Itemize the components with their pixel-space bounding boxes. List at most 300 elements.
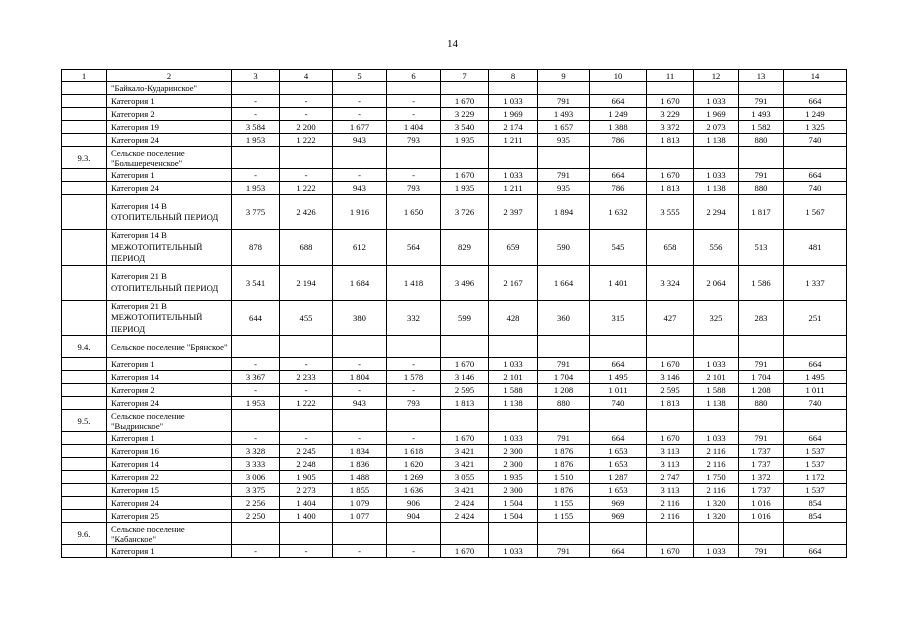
value-cell-col-4: 1 222 bbox=[280, 134, 333, 147]
empty-cell bbox=[694, 82, 739, 95]
empty-cell bbox=[387, 82, 441, 95]
empty-cell bbox=[538, 147, 590, 169]
value-cell-col-14: 251 bbox=[784, 300, 847, 336]
value-cell-col-10: 664 bbox=[590, 358, 647, 371]
value-cell-col-10: 545 bbox=[590, 230, 647, 266]
value-cell-col-3: 2 256 bbox=[232, 497, 280, 510]
value-cell-col-3: 3 006 bbox=[232, 471, 280, 484]
value-cell-col-7: 1 670 bbox=[441, 432, 489, 445]
value-cell-col-9: 1 704 bbox=[538, 371, 590, 384]
value-cell-col-13: 1 817 bbox=[739, 195, 784, 230]
value-cell-col-11: 2 595 bbox=[647, 384, 694, 397]
value-cell-col-14: 1 537 bbox=[784, 445, 847, 458]
row-number-cell bbox=[62, 484, 107, 497]
empty-cell bbox=[232, 410, 280, 432]
category-name: Категория 16 bbox=[107, 445, 232, 458]
section-row bbox=[62, 147, 847, 169]
value-cell-col-13: 1 582 bbox=[739, 121, 784, 134]
row-number-cell bbox=[62, 95, 107, 108]
empty-cell bbox=[387, 523, 441, 545]
empty-cell bbox=[694, 410, 739, 432]
value-cell-col-3: 1 953 bbox=[232, 397, 280, 410]
category-name: Категория 21 В ОТОПИТЕЛЬНЫЙ ПЕРИОД bbox=[107, 265, 232, 300]
value-cell-col-7: 599 bbox=[441, 300, 489, 336]
column-number-8: 8 bbox=[489, 70, 538, 82]
empty-cell bbox=[280, 523, 333, 545]
empty-cell bbox=[333, 82, 387, 95]
value-cell-col-10: 1 495 bbox=[590, 371, 647, 384]
value-cell-col-3: 3 333 bbox=[232, 458, 280, 471]
value-cell-col-9: 1 155 bbox=[538, 510, 590, 523]
value-cell-col-8: 1 033 bbox=[489, 169, 538, 182]
column-number-4: 4 bbox=[280, 70, 333, 82]
value-cell-col-5: 1 077 bbox=[333, 510, 387, 523]
table-row bbox=[62, 384, 847, 397]
row-number-cell bbox=[62, 300, 107, 336]
value-cell-col-12: 1 969 bbox=[694, 108, 739, 121]
category-name: Категория 24 bbox=[107, 397, 232, 410]
value-cell-col-6: 904 bbox=[387, 510, 441, 523]
empty-cell bbox=[694, 336, 739, 358]
value-cell-col-12: 1 588 bbox=[694, 384, 739, 397]
value-cell-col-10: 969 bbox=[590, 510, 647, 523]
empty-cell bbox=[784, 410, 847, 432]
value-cell-col-11: 3 555 bbox=[647, 195, 694, 230]
column-number-5: 5 bbox=[333, 70, 387, 82]
table-row bbox=[62, 471, 847, 484]
value-cell-col-13: 1 704 bbox=[739, 371, 784, 384]
value-cell-col-13: 791 bbox=[739, 545, 784, 558]
value-cell-col-13: 1 016 bbox=[739, 510, 784, 523]
value-cell-col-6: 1 620 bbox=[387, 458, 441, 471]
value-cell-col-9: 590 bbox=[538, 230, 590, 266]
value-cell-col-7: 3 540 bbox=[441, 121, 489, 134]
value-cell-col-8: 1 033 bbox=[489, 432, 538, 445]
value-cell-col-5: 1 916 bbox=[333, 195, 387, 230]
table-row bbox=[62, 134, 847, 147]
value-cell-col-4: 455 bbox=[280, 300, 333, 336]
value-cell-col-10: 315 bbox=[590, 300, 647, 336]
category-name: Категория 14 bbox=[107, 371, 232, 384]
value-cell-col-11: 3 113 bbox=[647, 445, 694, 458]
value-cell-col-7: 3 229 bbox=[441, 108, 489, 121]
table-row bbox=[62, 358, 847, 371]
empty-cell bbox=[280, 410, 333, 432]
row-number-cell bbox=[62, 265, 107, 300]
empty-cell bbox=[694, 147, 739, 169]
value-cell-col-13: 791 bbox=[739, 358, 784, 371]
value-cell-col-12: 1 138 bbox=[694, 134, 739, 147]
section-row bbox=[62, 410, 847, 432]
value-cell-col-3: 3 328 bbox=[232, 445, 280, 458]
value-cell-col-10: 969 bbox=[590, 497, 647, 510]
value-cell-col-6: - bbox=[387, 384, 441, 397]
value-cell-col-9: 935 bbox=[538, 134, 590, 147]
value-cell-col-4: 2 194 bbox=[280, 265, 333, 300]
empty-cell bbox=[280, 82, 333, 95]
empty-cell bbox=[232, 336, 280, 358]
value-cell-col-6: - bbox=[387, 358, 441, 371]
value-cell-col-8: 1 969 bbox=[489, 108, 538, 121]
value-cell-col-9: 1 493 bbox=[538, 108, 590, 121]
value-cell-col-4: - bbox=[280, 169, 333, 182]
value-cell-col-12: 325 bbox=[694, 300, 739, 336]
value-cell-col-4: 1 404 bbox=[280, 497, 333, 510]
value-cell-col-9: 880 bbox=[538, 397, 590, 410]
value-cell-col-4: 2 200 bbox=[280, 121, 333, 134]
value-cell-col-3: - bbox=[232, 108, 280, 121]
value-cell-col-14: 1 011 bbox=[784, 384, 847, 397]
value-cell-col-10: 664 bbox=[590, 95, 647, 108]
row-number-cell bbox=[62, 510, 107, 523]
row-number-cell bbox=[62, 458, 107, 471]
empty-cell bbox=[739, 523, 784, 545]
value-cell-col-9: 1 208 bbox=[538, 384, 590, 397]
value-cell-col-8: 1 504 bbox=[489, 510, 538, 523]
settlement-name: Сельское поселение "Брянское" bbox=[107, 336, 232, 358]
table-row bbox=[62, 265, 847, 300]
empty-cell bbox=[590, 147, 647, 169]
value-cell-col-6: 1 418 bbox=[387, 265, 441, 300]
table-row bbox=[62, 95, 847, 108]
value-cell-col-4: 1 222 bbox=[280, 397, 333, 410]
empty-cell bbox=[694, 523, 739, 545]
value-cell-col-9: 935 bbox=[538, 182, 590, 195]
value-cell-col-8: 2 300 bbox=[489, 445, 538, 458]
category-name: Категория 1 bbox=[107, 432, 232, 445]
empty-cell bbox=[333, 147, 387, 169]
empty-cell bbox=[538, 82, 590, 95]
value-cell-col-10: 1 401 bbox=[590, 265, 647, 300]
value-cell-col-6: 793 bbox=[387, 134, 441, 147]
page-number: 14 bbox=[447, 38, 458, 50]
value-cell-col-8: 2 101 bbox=[489, 371, 538, 384]
empty-cell bbox=[387, 410, 441, 432]
value-cell-col-3: 3 375 bbox=[232, 484, 280, 497]
value-cell-col-6: 793 bbox=[387, 397, 441, 410]
value-cell-col-13: 880 bbox=[739, 182, 784, 195]
row-number-cell bbox=[62, 195, 107, 230]
empty-cell bbox=[784, 523, 847, 545]
value-cell-col-10: 664 bbox=[590, 432, 647, 445]
value-cell-col-14: 481 bbox=[784, 230, 847, 266]
value-cell-col-14: 1 537 bbox=[784, 484, 847, 497]
value-cell-col-3: - bbox=[232, 432, 280, 445]
value-cell-col-7: 1 935 bbox=[441, 182, 489, 195]
category-name: Категория 1 bbox=[107, 545, 232, 558]
value-cell-col-6: - bbox=[387, 169, 441, 182]
value-cell-col-3: 3 775 bbox=[232, 195, 280, 230]
value-cell-col-10: 664 bbox=[590, 545, 647, 558]
row-number-cell bbox=[62, 108, 107, 121]
empty-cell bbox=[333, 410, 387, 432]
value-cell-col-6: 793 bbox=[387, 182, 441, 195]
value-cell-col-5: 943 bbox=[333, 397, 387, 410]
value-cell-col-14: 664 bbox=[784, 545, 847, 558]
value-cell-col-9: 360 bbox=[538, 300, 590, 336]
value-cell-col-7: 3 496 bbox=[441, 265, 489, 300]
value-cell-col-12: 2 294 bbox=[694, 195, 739, 230]
value-cell-col-11: 1 670 bbox=[647, 358, 694, 371]
category-name: Категория 14 bbox=[107, 458, 232, 471]
value-cell-col-8: 1 211 bbox=[489, 182, 538, 195]
section-number: 9.4. bbox=[62, 336, 107, 358]
value-cell-col-3: 3 541 bbox=[232, 265, 280, 300]
value-cell-col-13: 880 bbox=[739, 134, 784, 147]
value-cell-col-5: 1 488 bbox=[333, 471, 387, 484]
row-number-cell bbox=[62, 497, 107, 510]
table-row bbox=[62, 230, 847, 266]
value-cell-col-12: 1 750 bbox=[694, 471, 739, 484]
empty-cell bbox=[590, 82, 647, 95]
value-cell-col-3: - bbox=[232, 95, 280, 108]
value-cell-col-7: 3 421 bbox=[441, 445, 489, 458]
empty-cell bbox=[441, 336, 489, 358]
empty-cell bbox=[441, 82, 489, 95]
value-cell-col-4: 2 273 bbox=[280, 484, 333, 497]
value-cell-col-9: 791 bbox=[538, 95, 590, 108]
empty-cell bbox=[232, 147, 280, 169]
value-cell-col-12: 2 116 bbox=[694, 484, 739, 497]
value-cell-col-7: 3 421 bbox=[441, 484, 489, 497]
value-cell-col-12: 2 116 bbox=[694, 445, 739, 458]
value-cell-col-12: 556 bbox=[694, 230, 739, 266]
value-cell-col-10: 1 653 bbox=[590, 445, 647, 458]
value-cell-col-7: 2 424 bbox=[441, 510, 489, 523]
value-cell-col-6: 1 636 bbox=[387, 484, 441, 497]
value-cell-col-11: 2 116 bbox=[647, 510, 694, 523]
value-cell-col-12: 1 033 bbox=[694, 95, 739, 108]
empty-cell bbox=[280, 147, 333, 169]
value-cell-col-5: - bbox=[333, 95, 387, 108]
value-cell-col-14: 1 495 bbox=[784, 371, 847, 384]
value-cell-col-3: - bbox=[232, 169, 280, 182]
row-number-cell bbox=[62, 169, 107, 182]
column-number-12: 12 bbox=[694, 70, 739, 82]
category-name: Категория 21 В МЕЖОТОПИТЕЛЬНЫЙ ПЕРИОД bbox=[107, 300, 232, 336]
value-cell-col-6: - bbox=[387, 545, 441, 558]
value-cell-col-8: 428 bbox=[489, 300, 538, 336]
value-cell-col-10: 1 388 bbox=[590, 121, 647, 134]
value-cell-col-6: 1 404 bbox=[387, 121, 441, 134]
value-cell-col-13: 791 bbox=[739, 432, 784, 445]
empty-cell bbox=[784, 336, 847, 358]
value-cell-col-10: 740 bbox=[590, 397, 647, 410]
value-cell-col-10: 786 bbox=[590, 134, 647, 147]
value-cell-col-11: 2 116 bbox=[647, 497, 694, 510]
value-cell-col-4: - bbox=[280, 358, 333, 371]
value-cell-col-4: - bbox=[280, 108, 333, 121]
table-row bbox=[62, 545, 847, 558]
value-cell-col-14: 664 bbox=[784, 169, 847, 182]
value-cell-col-4: - bbox=[280, 95, 333, 108]
value-cell-col-14: 1 337 bbox=[784, 265, 847, 300]
value-cell-col-5: 1 677 bbox=[333, 121, 387, 134]
value-cell-col-13: 1 737 bbox=[739, 445, 784, 458]
value-cell-col-8: 2 174 bbox=[489, 121, 538, 134]
value-cell-col-3: - bbox=[232, 545, 280, 558]
value-cell-col-12: 1 033 bbox=[694, 358, 739, 371]
value-cell-col-12: 1 138 bbox=[694, 182, 739, 195]
section-number: 9.6. bbox=[62, 523, 107, 545]
value-cell-col-11: 3 229 bbox=[647, 108, 694, 121]
value-cell-col-11: 1 670 bbox=[647, 545, 694, 558]
value-cell-col-14: 1 249 bbox=[784, 108, 847, 121]
table-row bbox=[62, 108, 847, 121]
value-cell-col-5: - bbox=[333, 108, 387, 121]
empty-cell bbox=[590, 336, 647, 358]
empty-cell bbox=[333, 336, 387, 358]
value-cell-col-9: 1 894 bbox=[538, 195, 590, 230]
empty-cell bbox=[489, 82, 538, 95]
table-row bbox=[62, 300, 847, 336]
column-number-3: 3 bbox=[232, 70, 280, 82]
empty-cell bbox=[784, 82, 847, 95]
value-cell-col-3: 2 250 bbox=[232, 510, 280, 523]
value-cell-col-8: 2 167 bbox=[489, 265, 538, 300]
value-cell-col-7: 3 146 bbox=[441, 371, 489, 384]
value-cell-col-9: 791 bbox=[538, 169, 590, 182]
empty-cell bbox=[387, 147, 441, 169]
value-cell-col-4: 688 bbox=[280, 230, 333, 266]
value-cell-col-6: 1 650 bbox=[387, 195, 441, 230]
value-cell-col-14: 1 567 bbox=[784, 195, 847, 230]
empty-cell bbox=[232, 82, 280, 95]
value-cell-col-10: 1 011 bbox=[590, 384, 647, 397]
value-cell-col-6: 906 bbox=[387, 497, 441, 510]
value-cell-col-3: 3 584 bbox=[232, 121, 280, 134]
value-cell-col-4: 2 248 bbox=[280, 458, 333, 471]
empty-cell bbox=[647, 410, 694, 432]
section-number: 9.5. bbox=[62, 410, 107, 432]
value-cell-col-9: 1 510 bbox=[538, 471, 590, 484]
value-cell-col-7: 1 670 bbox=[441, 95, 489, 108]
category-name: Категория 14 В МЕЖОТОПИТЕЛЬНЫЙ ПЕРИОД bbox=[107, 230, 232, 266]
value-cell-col-9: 791 bbox=[538, 432, 590, 445]
value-cell-col-13: 1 586 bbox=[739, 265, 784, 300]
value-cell-col-8: 1 033 bbox=[489, 95, 538, 108]
table-row bbox=[62, 432, 847, 445]
section-number bbox=[62, 82, 107, 95]
value-cell-col-9: 1 876 bbox=[538, 458, 590, 471]
table-row bbox=[62, 497, 847, 510]
value-cell-col-13: 283 bbox=[739, 300, 784, 336]
value-cell-col-9: 791 bbox=[538, 358, 590, 371]
value-cell-col-12: 2 064 bbox=[694, 265, 739, 300]
value-cell-col-12: 1 320 bbox=[694, 510, 739, 523]
value-cell-col-13: 880 bbox=[739, 397, 784, 410]
value-cell-col-4: 2 426 bbox=[280, 195, 333, 230]
empty-cell bbox=[739, 82, 784, 95]
category-name: Категория 22 bbox=[107, 471, 232, 484]
value-cell-col-4: 1 222 bbox=[280, 182, 333, 195]
value-cell-col-14: 854 bbox=[784, 497, 847, 510]
value-cell-col-5: 943 bbox=[333, 134, 387, 147]
value-cell-col-14: 664 bbox=[784, 432, 847, 445]
value-cell-col-11: 1 670 bbox=[647, 169, 694, 182]
empty-cell bbox=[647, 147, 694, 169]
value-cell-col-8: 1 138 bbox=[489, 397, 538, 410]
row-number-cell bbox=[62, 471, 107, 484]
value-cell-col-5: - bbox=[333, 432, 387, 445]
value-cell-col-13: 1 737 bbox=[739, 484, 784, 497]
value-cell-col-13: 791 bbox=[739, 95, 784, 108]
value-cell-col-14: 854 bbox=[784, 510, 847, 523]
empty-cell bbox=[441, 523, 489, 545]
category-name: Категория 1 bbox=[107, 358, 232, 371]
column-number-row bbox=[62, 70, 847, 82]
section-row bbox=[62, 523, 847, 545]
value-cell-col-6: 1 578 bbox=[387, 371, 441, 384]
value-cell-col-8: 1 504 bbox=[489, 497, 538, 510]
value-cell-col-5: 1 079 bbox=[333, 497, 387, 510]
category-name: Категория 24 bbox=[107, 134, 232, 147]
empty-cell bbox=[590, 523, 647, 545]
row-number-cell bbox=[62, 445, 107, 458]
column-number-7: 7 bbox=[441, 70, 489, 82]
value-cell-col-8: 1 211 bbox=[489, 134, 538, 147]
value-cell-col-4: - bbox=[280, 384, 333, 397]
value-cell-col-4: 1 905 bbox=[280, 471, 333, 484]
empty-cell bbox=[441, 410, 489, 432]
category-name: Категория 24 bbox=[107, 182, 232, 195]
value-cell-col-13: 791 bbox=[739, 169, 784, 182]
value-cell-col-11: 3 146 bbox=[647, 371, 694, 384]
value-cell-col-10: 1 249 bbox=[590, 108, 647, 121]
value-cell-col-6: 564 bbox=[387, 230, 441, 266]
column-number-1: 1 bbox=[62, 70, 107, 82]
value-cell-col-9: 1 657 bbox=[538, 121, 590, 134]
value-cell-col-5: 1 836 bbox=[333, 458, 387, 471]
category-name: Категория 25 bbox=[107, 510, 232, 523]
value-cell-col-11: 658 bbox=[647, 230, 694, 266]
settlement-name: Сельское поселение "Кабанское" bbox=[107, 523, 232, 545]
value-cell-col-10: 1 632 bbox=[590, 195, 647, 230]
row-number-cell bbox=[62, 384, 107, 397]
empty-cell bbox=[739, 147, 784, 169]
value-cell-col-11: 3 324 bbox=[647, 265, 694, 300]
empty-cell bbox=[647, 336, 694, 358]
value-cell-col-11: 1 670 bbox=[647, 95, 694, 108]
value-cell-col-12: 1 033 bbox=[694, 545, 739, 558]
value-cell-col-13: 1 208 bbox=[739, 384, 784, 397]
value-cell-col-8: 1 935 bbox=[489, 471, 538, 484]
table-row bbox=[62, 510, 847, 523]
value-cell-col-12: 2 073 bbox=[694, 121, 739, 134]
value-cell-col-14: 664 bbox=[784, 95, 847, 108]
empty-cell bbox=[441, 147, 489, 169]
value-cell-col-3: 644 bbox=[232, 300, 280, 336]
column-number-2: 2 bbox=[107, 70, 232, 82]
value-cell-col-5: 943 bbox=[333, 182, 387, 195]
value-cell-col-14: 1 325 bbox=[784, 121, 847, 134]
empty-cell bbox=[739, 336, 784, 358]
value-cell-col-3: 3 367 bbox=[232, 371, 280, 384]
empty-cell bbox=[538, 410, 590, 432]
column-number-10: 10 bbox=[590, 70, 647, 82]
value-cell-col-6: - bbox=[387, 108, 441, 121]
value-cell-col-7: 1 813 bbox=[441, 397, 489, 410]
value-cell-col-5: 380 bbox=[333, 300, 387, 336]
value-cell-col-3: - bbox=[232, 384, 280, 397]
row-number-cell bbox=[62, 371, 107, 384]
value-cell-col-7: 2 595 bbox=[441, 384, 489, 397]
value-cell-col-14: 740 bbox=[784, 134, 847, 147]
value-cell-col-12: 1 320 bbox=[694, 497, 739, 510]
value-cell-col-11: 2 747 bbox=[647, 471, 694, 484]
value-cell-col-11: 3 113 bbox=[647, 484, 694, 497]
row-number-cell bbox=[62, 432, 107, 445]
